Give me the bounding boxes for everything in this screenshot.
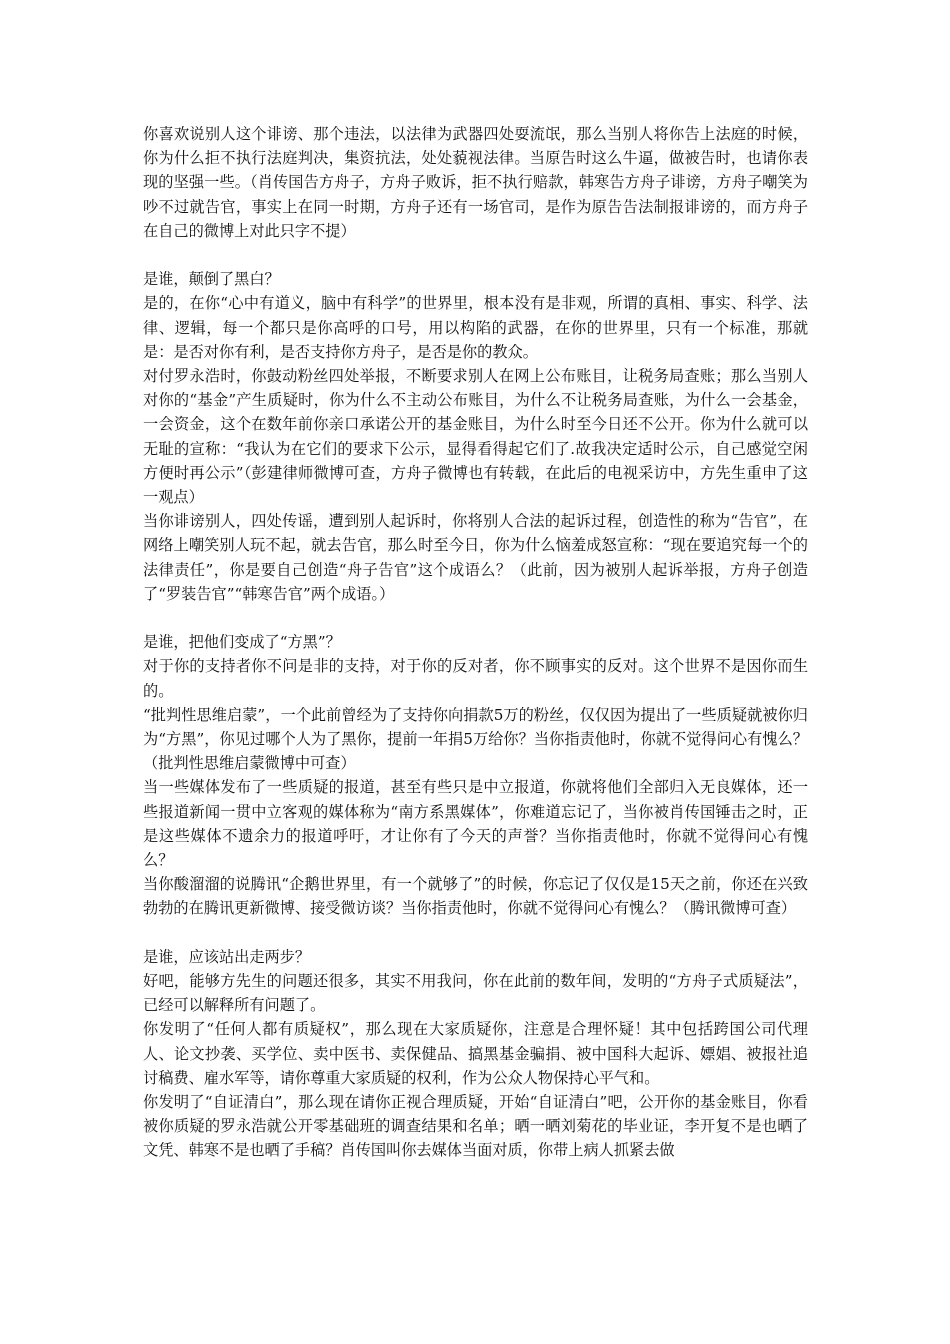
- paragraph: 对于你的支持者你不问是非的支持，对于你的反对者，你不顾事实的反对。这个世界不是因你而生的。: [143, 657, 808, 700]
- paragraph: 是的，在你“心中有道义，脑中有科学”的世界里，根本没有是非观，所谓的真相、事实、科学、法律、逻辑，每一个都只是你高呼的口号，用以构陷的武器，在你的世界里，只有一个标准，那就是：是否对你有利，是否支持你方舟子，是否是你的教众。: [143, 294, 808, 361]
- section-heading: 是谁，应该站出走两步？: [143, 947, 311, 966]
- paragraph: 你喜欢说别人这个诽谤、那个违法，以法律为武器四处耍流氓，那么当别人将你告上法庭的时候，你为什么拒不执行法庭判决，集资抗法，处处藐视法律。当原告时这么牛逼，做被告时，也请你表现的坚强一些。（肖传国告方舟子，方舟子败诉，拒不执行赔款，韩寒告方舟子诽谤，方舟子嘲笑为吵不过就告官，事实上在同一时期，方舟子还有一场官司，是作为原告告法制报诽谤的，而方舟子在自己的微博上对此只字不提）: [143, 125, 808, 240]
- blank-line: [143, 921, 808, 945]
- blank-line: [143, 243, 808, 267]
- section-heading: 是谁，颠倒了黑白？: [143, 270, 280, 289]
- paragraph: “批判性思维启蒙”，一个此前曾经为了支持你向捐款5万的粉丝，仅仅因为提出了一些质疑就被你归为“方黑”，你见过哪个人为了黑你，提前一年捐5万给你？当你指责他时，你就不觉得问心有愧么？（批判性思维启蒙微博中可查）: [143, 705, 808, 773]
- paragraph: 当一些媒体发布了一些质疑的报道，甚至有些只是中立报道，你就将他们全部归入无良媒体，还一些报道新闻一贯中立客观的媒体称为“南方系黑媒体”，你难道忘记了，当你被肖传国锤击之时，正是这些媒体不遗余力的报道呼吁，才让你有了今天的声誉？当你指责他时，你就不觉得问心有愧么？: [143, 778, 808, 870]
- paragraph: 好吧，能够方先生的问题还很多，其实不用我问，你在此前的数年间，发明的“方舟子式质疑法”，已经可以解释所有问题了。: [143, 972, 808, 1015]
- blank-line: [143, 606, 808, 630]
- paragraph: 当你诽谤别人，四处传谣，遭到别人起诉时，你将别人合法的起诉过程，创造性的称为“告官”，在网络上嘲笑别人玩不起，就去告官，那么时至今日，你为什么恼羞成怒宣称：“现在要追究每一个的法律责任”，你是要自己创造“舟子告官”这个成语么？（此前，因为被别人起诉举报，方舟子创造了“罗装告官”“韩寒告官”两个成语。）: [143, 512, 808, 603]
- document-body: [143, 122, 808, 1163]
- paragraph: 你发明了“自证清白”，那么现在请你正视合理质疑，开始“自证清白”吧，公开你的基金账目，你看被你质疑的罗永浩就公开零基础班的调查结果和名单；晒一晒刘菊花的毕业证，李开复不是也晒了文凭、韩寒不是也晒了手稿？肖传国叫你去媒体当面对质，你带上病人抓紧去做: [143, 1093, 808, 1160]
- section-heading: 是谁，把他们变成了“方黑”？: [143, 633, 341, 652]
- paragraph: 对付罗永浩时，你鼓动粉丝四处举报，不断要求别人在网上公布账目，让税务局查账；那么当别人对你的“基金”产生质疑时，你为什么不主动公布账目，为什么不让税务局查账，为什么一会基金，一会资金，这个在数年前你亲口承诺公开的基金账目，为什么时至今日还不公开。你为什么就可以无耻的宣称：“我认为在它们的要求下公示，显得看得起它们了.故我决定适时公示，自己感觉空闲方便时再公示”（彭建律师微博可查，方舟子微博也有转载，在此后的电视采访中，方先生重申了这一观点）: [143, 367, 808, 507]
- paragraph: 当你酸溜溜的说腾讯“企鹅世界里，有一个就够了”的时候，你忘记了仅仅是15天之前，你还在兴致勃勃的在腾讯更新微博、接受微访谈？当你指责他时，你就不觉得问心有愧么？（腾讯微博可查）: [143, 875, 808, 918]
- paragraph: 你发明了“任何人都有质疑权”，那么现在大家质疑你，注意是合理怀疑！其中包括跨国公司代理人、论文抄袭、买学位、卖中医书、卖保健品、搞黑基金骗捐、被中国科大起诉、嫖娼、被报社追讨稿费、雇水军等，请你尊重大家质疑的权利，作为公众人物保持心平气和。: [143, 1020, 808, 1087]
